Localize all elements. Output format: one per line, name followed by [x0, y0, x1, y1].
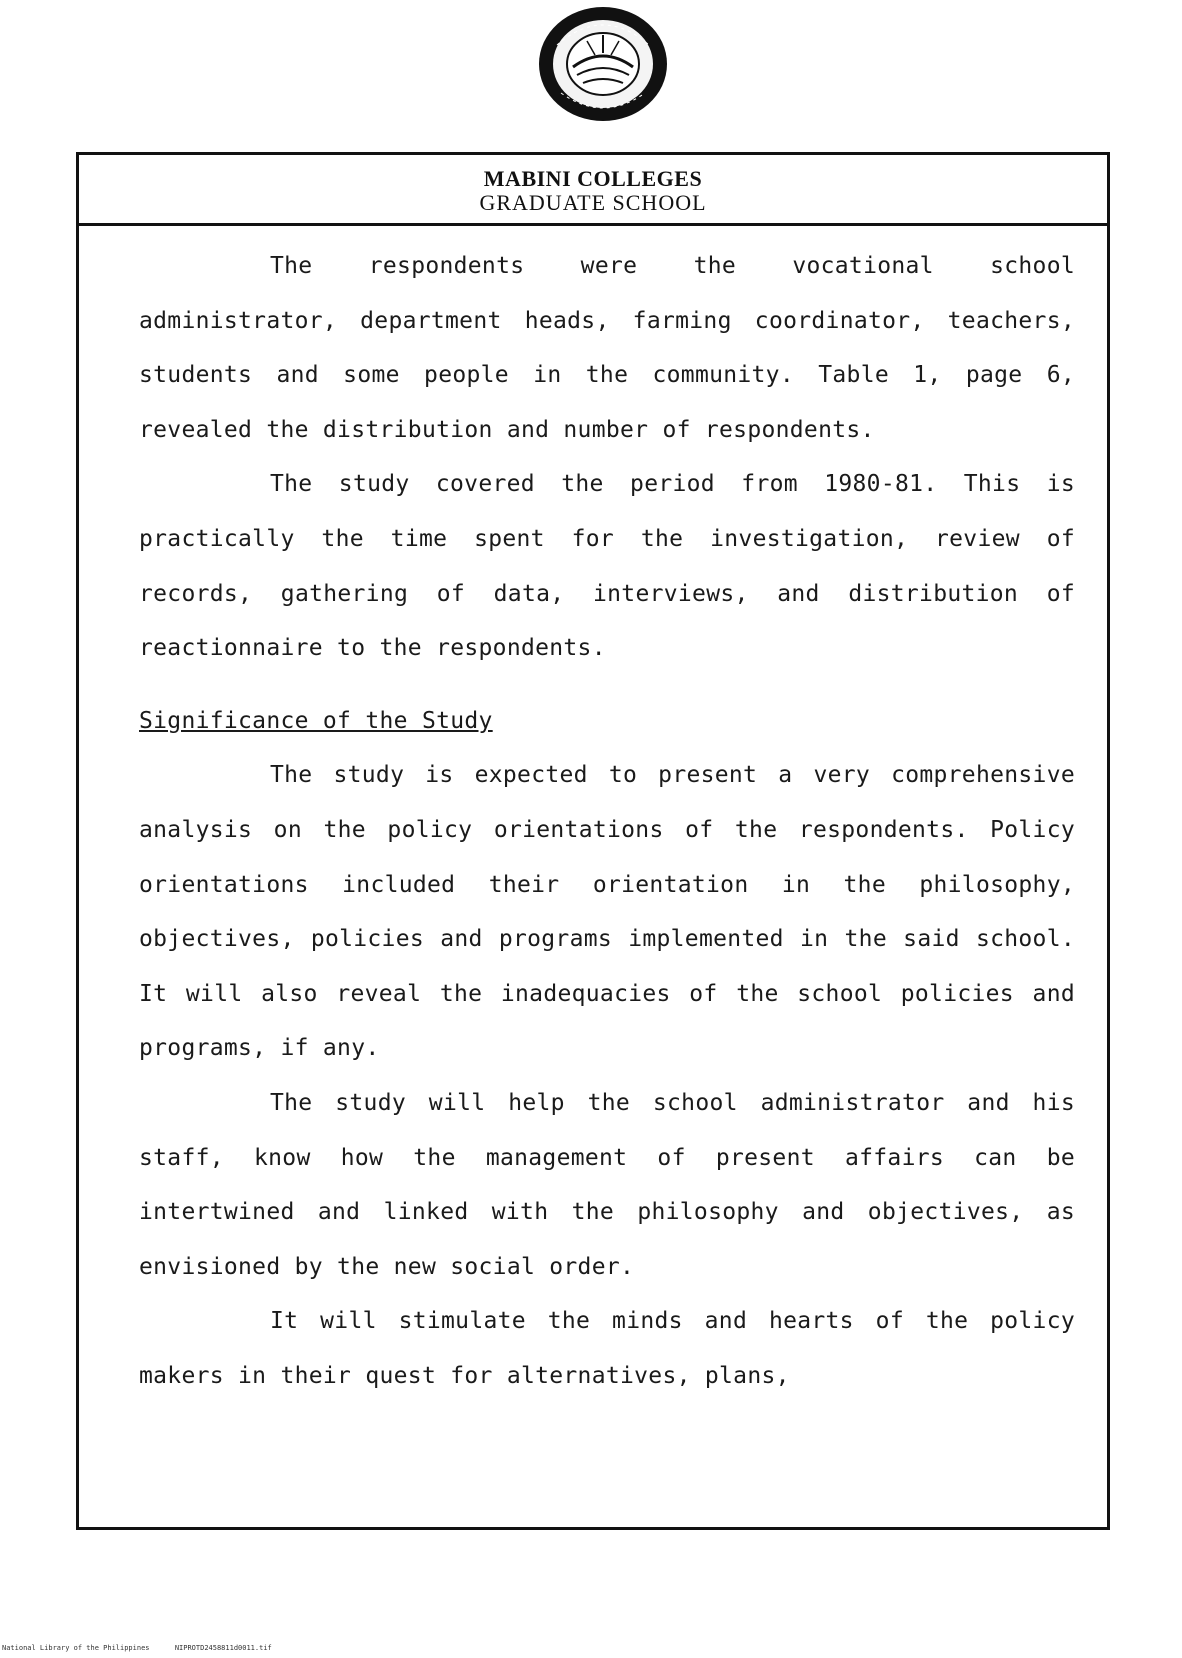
- file-id: NIPROTD2458811d0011.tif: [174, 1644, 272, 1652]
- page-frame: [76, 152, 1110, 1530]
- header-divider: [79, 223, 1107, 226]
- paragraph-policy-makers: It will stimulate the minds and hearts of the policy makers in their quest for alternatives, plans,: [139, 1308, 1075, 1389]
- paragraph-significance: The study is expected to present a very comprehensive analysis on the policy orientations of the respondents. Policy orientations included their orientation in the philosophy, objectives, policies and programs implemented in the said school. It will also reveal the inadequacies of the school policies and programs, if any.: [139, 762, 1075, 1062]
- paragraph-respondents: The respondents were the vocational school administrator, department heads, farming coordinator, teachers, students and some people in the community. Table 1, page 6, revealed the distribution and number of respondents.: [139, 253, 1075, 443]
- school-name: GRADUATE SCHOOL: [479, 190, 707, 215]
- mabini-colleges-seal: [537, 5, 669, 123]
- institution-name: MABINI COLLEGES: [483, 166, 703, 191]
- paragraph-administrator: The study will help the school administrator and his staff, know how the management of present affairs can be intertwined and linked with the philosophy and objectives, as envisioned by the new social order.: [139, 1089, 1075, 1280]
- library-name: National Library of the Philippines: [2, 1644, 150, 1652]
- scan-footer: [2, 1644, 272, 1652]
- letterhead: [79, 167, 1107, 215]
- body-text: [139, 239, 1075, 1403]
- paragraph-period: The study covered the period from 1980-81. This is practically the time spent for the investigation, review of records, gathering of data, interviews, and distribution of reactionnaire to the respondents.: [139, 471, 1075, 662]
- section-heading: Significance of the Study: [139, 707, 493, 734]
